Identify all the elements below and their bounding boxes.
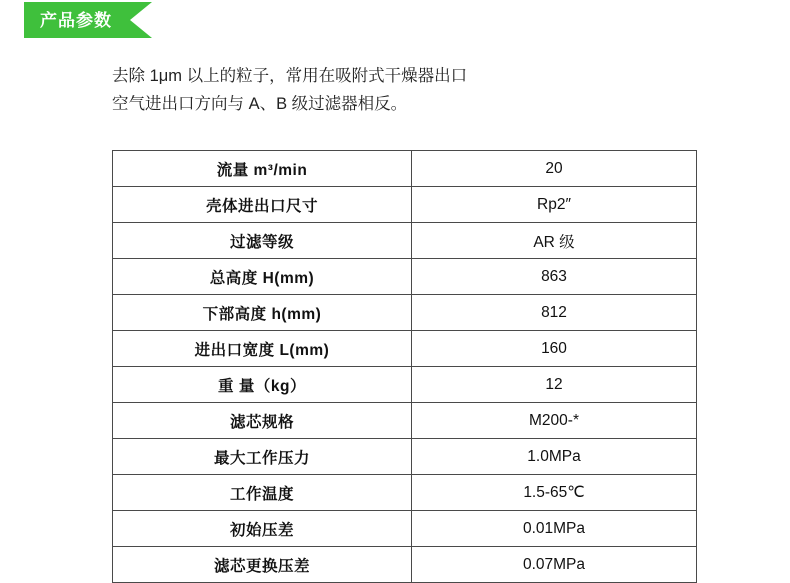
section-banner — [24, 2, 152, 38]
spec-value: 160 — [412, 331, 697, 367]
spec-label: 壳体进出口尺寸 — [113, 187, 412, 223]
table-row — [113, 331, 697, 367]
table-row — [113, 547, 697, 583]
table-row — [113, 223, 697, 259]
spec-value: AR 级 — [412, 223, 697, 259]
spec-label: 滤芯规格 — [113, 403, 412, 439]
spec-value: 1.0MPa — [412, 439, 697, 475]
table-row — [113, 439, 697, 475]
spec-label: 总高度 H(mm) — [113, 259, 412, 295]
table-row — [113, 151, 697, 187]
spec-value: 0.07MPa — [412, 547, 697, 583]
spec-value: 863 — [412, 259, 697, 295]
section-title: 产品参数 — [40, 10, 112, 30]
spec-label: 流量 m³/min — [113, 151, 412, 187]
spec-label: 下部高度 h(mm) — [113, 295, 412, 331]
spec-value: 20 — [412, 151, 697, 187]
spec-label: 工作温度 — [113, 475, 412, 511]
spec-label: 重 量（kg） — [113, 367, 412, 403]
spec-value: M200-* — [412, 403, 697, 439]
specification-table — [112, 150, 697, 583]
description-line-2: 空气进出口方向与 A、B 级过滤器相反。 — [112, 95, 408, 113]
spec-value: 12 — [412, 367, 697, 403]
table-row — [113, 511, 697, 547]
spec-value: 812 — [412, 295, 697, 331]
description-line-1: 去除 1μm 以上的粒子，常用在吸附式干燥器出口 — [112, 67, 468, 85]
spec-value: 0.01MPa — [412, 511, 697, 547]
spec-label: 滤芯更换压差 — [113, 547, 412, 583]
table-row — [113, 367, 697, 403]
table-row — [113, 295, 697, 331]
table-row — [113, 475, 697, 511]
spec-value: Rp2″ — [412, 187, 697, 223]
specification-table-body — [113, 151, 697, 583]
table-row — [113, 187, 697, 223]
product-description — [112, 62, 732, 118]
spec-value: 1.5-65℃ — [412, 475, 697, 511]
spec-label: 初始压差 — [113, 511, 412, 547]
banner-arrow-shape — [130, 2, 152, 38]
spec-label: 进出口宽度 L(mm) — [113, 331, 412, 367]
section-banner-body — [24, 2, 130, 38]
table-row — [113, 403, 697, 439]
spec-label: 过滤等级 — [113, 223, 412, 259]
table-row — [113, 259, 697, 295]
spec-label: 最大工作压力 — [113, 439, 412, 475]
